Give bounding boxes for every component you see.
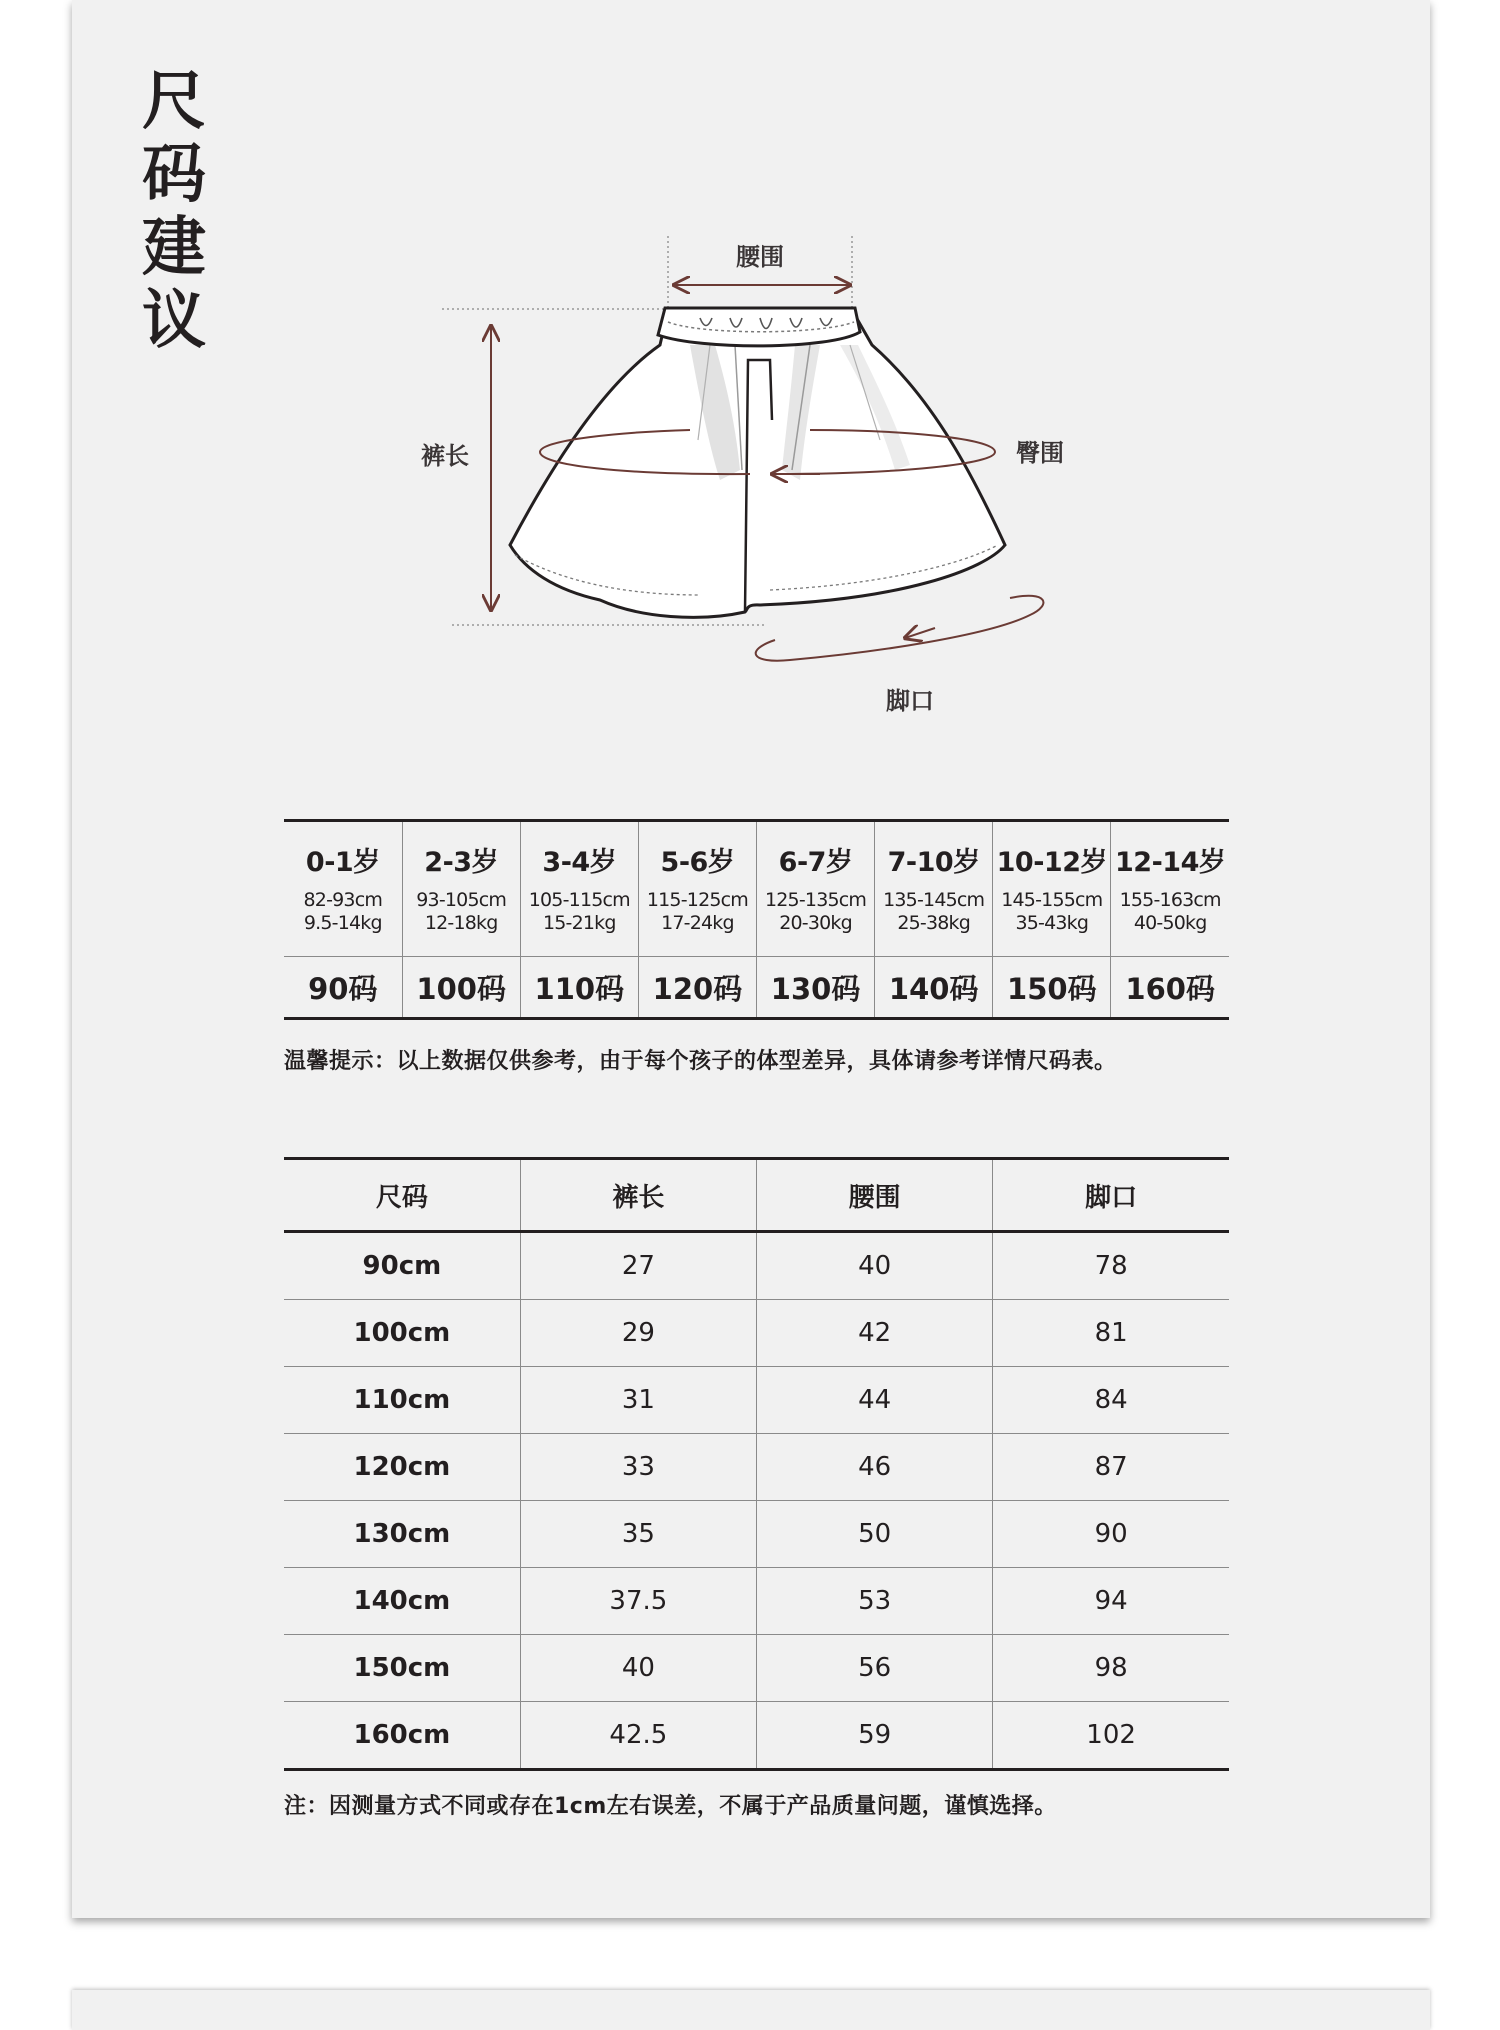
recommended-size: 90码 (308, 971, 378, 1006)
recommended-size: 160码 (1111, 957, 1229, 1019)
cell: 35 (520, 1501, 756, 1568)
shorts-diagram (0, 0, 1500, 760)
cell: 150cm (284, 1635, 520, 1702)
cell: 46 (757, 1434, 993, 1501)
age-cell (875, 821, 993, 957)
recommended-size: 100码 (402, 957, 520, 1019)
height-range: 155-163cm (1119, 889, 1221, 911)
table-row (284, 1568, 1229, 1635)
cell: 160cm (284, 1702, 520, 1770)
weight-range: 17-24kg (661, 912, 734, 934)
weight-range: 9.5-14kg (303, 912, 382, 934)
cell: 110cm (284, 1367, 520, 1434)
title-char: 尺 (142, 65, 206, 139)
title-char: 建 (142, 211, 206, 285)
weight-range: 35-43kg (1015, 912, 1089, 934)
age-label: 5-6岁 (660, 847, 735, 878)
height-range: 115-125cm (646, 889, 749, 911)
age-label: 3-4岁 (542, 847, 617, 878)
length-label: 裤长 (421, 442, 469, 470)
cell: 90cm (362, 1251, 442, 1281)
age-cell (402, 821, 520, 957)
cell: 33 (520, 1434, 756, 1501)
age-cell (284, 821, 402, 957)
header-waist: 腰围 (757, 1159, 993, 1232)
table-row (284, 1232, 1229, 1300)
table-row (284, 1501, 1229, 1568)
cell: 87 (993, 1434, 1229, 1501)
size-chart-table (284, 1157, 1229, 1771)
age-label: 2-3岁 (424, 847, 499, 878)
height-range: 145-155cm (1001, 889, 1103, 911)
cell: 84 (993, 1367, 1229, 1434)
age-cell (993, 821, 1111, 957)
age-cell (638, 821, 756, 957)
cell: 100cm (284, 1300, 520, 1367)
recommended-size: 130码 (757, 957, 875, 1019)
age-cell (520, 821, 638, 957)
recommended-size: 150码 (993, 957, 1111, 1019)
cell: 29 (520, 1300, 756, 1367)
table-row (284, 1635, 1229, 1702)
cell: 90 (993, 1501, 1229, 1568)
cell: 40 (520, 1635, 756, 1702)
cell: 140cm (284, 1568, 520, 1635)
age-label: 10-12岁 (996, 847, 1107, 878)
age-label: 12-14岁 (1115, 847, 1226, 878)
header-size: 尺码 (284, 1159, 520, 1232)
title-char: 码 (142, 138, 206, 212)
title-char: 议 (142, 284, 206, 358)
cell: 53 (757, 1568, 993, 1635)
cell: 81 (993, 1300, 1229, 1367)
table-row (284, 1434, 1229, 1501)
cell: 42 (757, 1300, 993, 1367)
height-range: 125-135cm (764, 889, 867, 911)
next-card-edge (72, 1990, 1430, 2030)
cell: 27 (520, 1232, 756, 1300)
hem-label: 脚口 (886, 687, 934, 715)
recommended-size: 140码 (875, 957, 993, 1019)
waist-label: 腰围 (736, 243, 784, 271)
cell: 102 (993, 1702, 1229, 1770)
tip-text: 温馨提示：以上数据仅供参考，由于每个孩子的体型差异，具体请参考详情尺码表。 (284, 1049, 1117, 1074)
note-text: 注：因测量方式不同或存在1cm左右误差，不属于产品质量问题，谨慎选择。 (284, 1794, 1057, 1819)
cell: 94 (993, 1568, 1229, 1635)
height-range: 105-115cm (528, 889, 630, 911)
cell: 56 (757, 1635, 993, 1702)
age-size-table (284, 819, 1229, 1020)
cell: 78 (993, 1232, 1229, 1300)
hip-label: 臀围 (1016, 439, 1064, 467)
weight-range: 25-38kg (897, 912, 971, 934)
header-hem: 脚口 (993, 1159, 1229, 1232)
cell: 31 (520, 1367, 756, 1434)
cell: 50 (757, 1501, 993, 1568)
table-row (284, 1702, 1229, 1770)
header-length: 裤长 (520, 1159, 756, 1232)
weight-range: 20-30kg (779, 912, 852, 934)
weight-range: 40-50kg (1133, 912, 1207, 934)
height-range: 93-105cm (416, 889, 507, 911)
cell: 98 (993, 1635, 1229, 1702)
cell: 37.5 (520, 1568, 756, 1635)
cell: 44 (757, 1367, 993, 1434)
age-label: 7-10岁 (887, 847, 980, 878)
hem-arrow (756, 596, 1044, 661)
cell: 42.5 (520, 1702, 756, 1770)
table-header-row (284, 1159, 1229, 1232)
cell: 59 (757, 1702, 993, 1770)
recommended-size: 120码 (638, 957, 756, 1019)
cell: 120cm (284, 1434, 520, 1501)
cell: 40 (757, 1232, 993, 1300)
weight-range: 15-21kg (542, 912, 616, 934)
age-cell (757, 821, 875, 957)
height-range: 82-93cm (303, 889, 383, 911)
age-label: 0-1岁 (305, 847, 380, 878)
height-range: 135-145cm (883, 889, 985, 911)
age-cell (1111, 821, 1229, 957)
weight-range: 12-18kg (424, 912, 498, 934)
table-row (284, 1300, 1229, 1367)
table-row (284, 1367, 1229, 1434)
recommended-size: 110码 (520, 957, 638, 1019)
cell: 130cm (284, 1501, 520, 1568)
age-label: 6-7岁 (778, 847, 853, 878)
